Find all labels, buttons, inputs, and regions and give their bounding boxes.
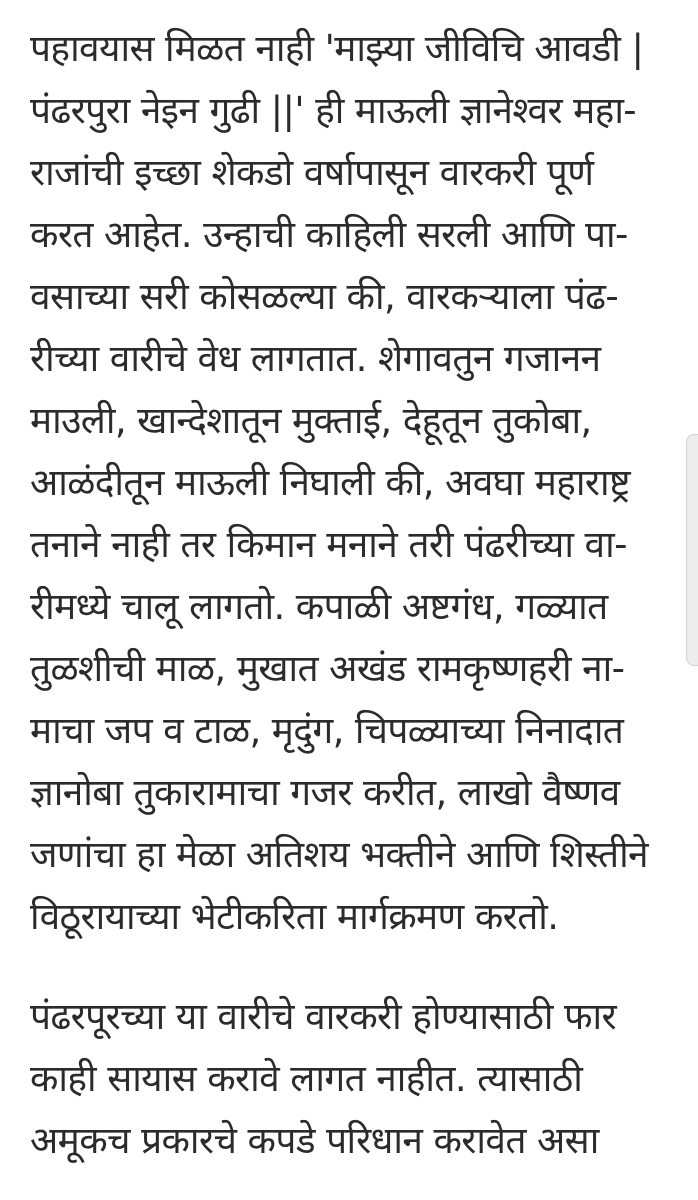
text-line: काही सायास करावे लागत नाहीत. त्यासाठी (30, 1057, 583, 1100)
text-line: ज्ञानोबा तुकारामाचा गजर करीत, लाखो वैष्णव (30, 771, 620, 814)
text-line: करत आहेत. उन्हाची काहिली सरली आणि पा- (30, 213, 628, 256)
text-line: तनाने नाही तर किमान मनाने तरी पंढरीच्या वा- (30, 523, 627, 566)
text-line: अमूकच प्रकारचे कपडे परिधान करावेत असा (30, 1119, 599, 1162)
text-line: माउली, खान्देशातून मुक्ताई, देहूतून तुकोबा, (30, 399, 592, 442)
article-body (30, 18, 670, 1172)
text-line: रीमध्ये चालू लागतो. कपाळी अष्टगंध, गळ्यात (30, 585, 608, 628)
text-line: विठूरायाच्या भेटीकरिता मार्गक्रमण करतो. (30, 895, 559, 938)
text-line: तुळशीची माळ, मुखात अखंड रामकृष्णहरी ना- (30, 647, 625, 690)
scrollbar-handle[interactable] (686, 434, 698, 666)
paragraph-1 (30, 18, 670, 948)
text-line: जणांचा हा मेळा अतिशय भक्तीने आणि शिस्तीने (30, 833, 648, 876)
text-line: रीच्या वारीचे वेध लागतात. शेगावतुन गजानन (30, 337, 601, 380)
text-line: पंढरपुरा नेइन गुढी ||' ही माऊली ज्ञानेश्वर महा- (30, 89, 637, 132)
text-line: पंढरपूरच्या या वारीचे वारकरी होण्यासाठी फार (30, 995, 617, 1038)
text-line: माचा जप व टाळ, मृदुंग, चिपळ्याच्या निनादात (30, 709, 624, 752)
text-line: राजांची इच्छा शेकडो वर्षापासून वारकरी पूर्ण (30, 151, 594, 194)
text-line: वसाच्या सरी कोसळल्या की, वारकऱ्याला पंढ- (30, 275, 619, 318)
paragraph-2 (30, 986, 670, 1172)
text-line: पहावयास मिळत नाही 'माझ्या जीविचि आवडी | (30, 27, 644, 70)
text-line: आळंदीतून माऊली निघाली की, अवघा महाराष्ट्र (30, 461, 630, 504)
